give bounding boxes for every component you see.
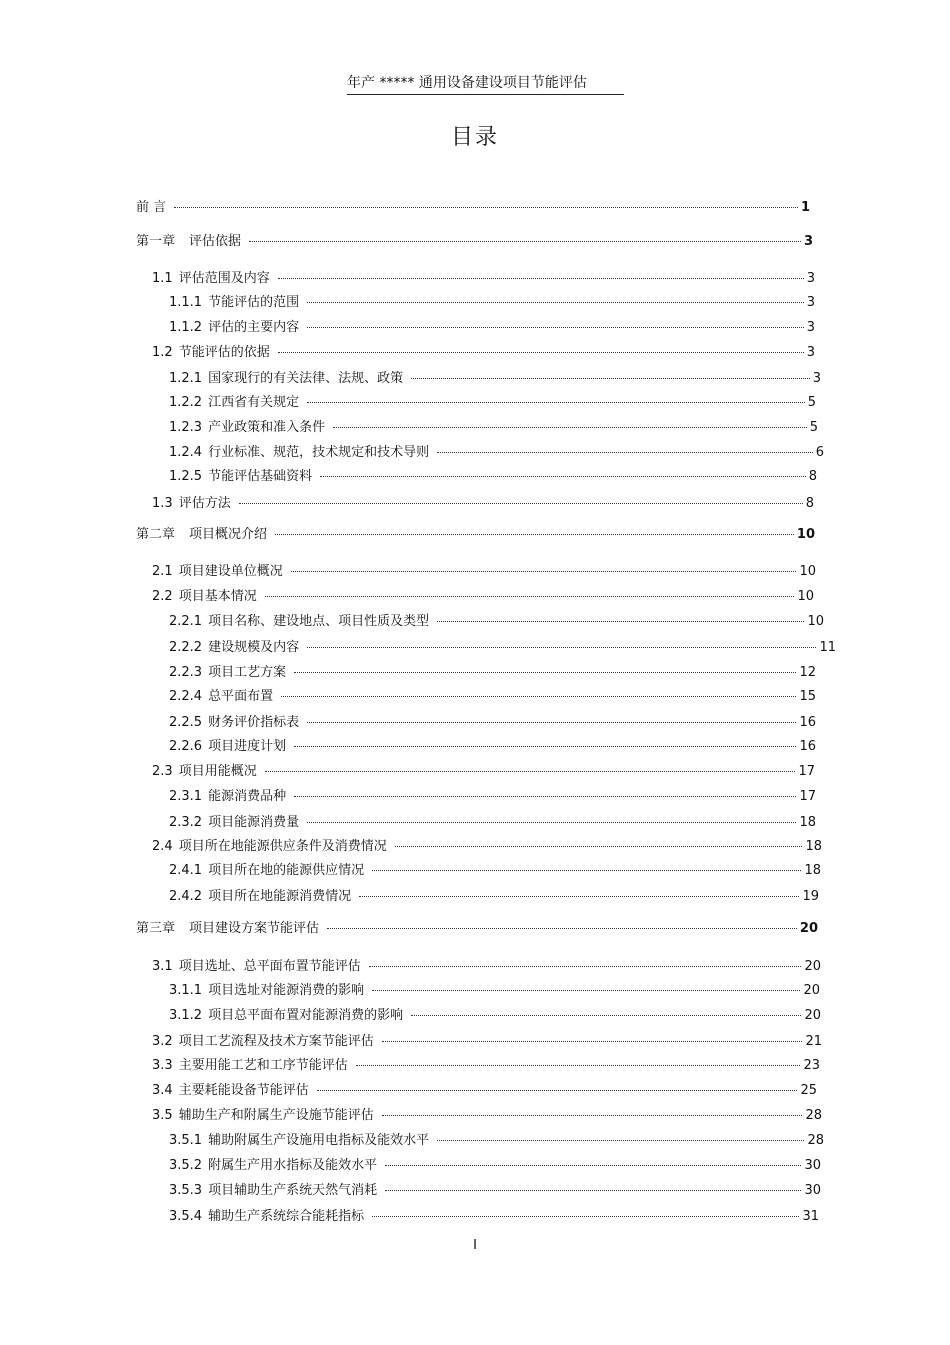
toc-entry-label: 国家现行的有关法律、法规、政策	[208, 371, 404, 386]
toc-entry-page: 10	[796, 527, 815, 542]
toc-dot-leader	[239, 503, 803, 504]
toc-entry-number: 3.5	[152, 1108, 173, 1123]
toc-entry-label: 项目选址、总平面布置节能评估	[178, 959, 361, 974]
toc-entry[interactable]	[169, 320, 815, 336]
toc-dot-leader	[281, 696, 796, 697]
toc-entry-label: 项目辅助生产系统天然气消耗	[208, 1183, 378, 1198]
toc-dot-leader	[382, 1115, 803, 1116]
toc-entry-page: 18	[799, 815, 816, 830]
toc-entry-label: 产业政策和准入条件	[208, 420, 326, 435]
toc-entry-number: 1.2.3	[169, 420, 203, 435]
toc-entry-label: 评估依据	[189, 234, 242, 249]
toc-entry[interactable]	[152, 589, 814, 605]
page-number: I	[473, 1238, 477, 1253]
page-title: 目录	[450, 125, 499, 150]
toc-dot-leader	[437, 621, 804, 622]
toc-entry[interactable]	[169, 640, 836, 656]
toc-entry-page: 31	[802, 1209, 819, 1224]
toc-dot-leader	[294, 796, 796, 797]
toc-entry-number: 1.2.2	[169, 395, 203, 410]
toc-entry-page: 20	[799, 921, 818, 936]
toc-entry-page: 3	[803, 234, 813, 249]
toc-dot-leader	[411, 1015, 801, 1016]
running-header: 年产 ***** 通用设备建设项目节能评估	[347, 72, 624, 95]
toc-entry-number: 3.5.4	[169, 1209, 203, 1224]
toc-dot-leader	[333, 427, 807, 428]
toc-entry-number: 1.2.4	[169, 445, 203, 460]
toc-entry-label: 项目选址对能源消费的影响	[208, 983, 365, 998]
toc-entry-page: 23	[803, 1058, 820, 1073]
toc-entry-label: 江西省有关规定	[208, 395, 300, 410]
toc-entry-label: 项目工艺流程及技术方案节能评估	[178, 1034, 374, 1049]
toc-entry-label: 项目概况介绍	[189, 527, 268, 542]
toc-entry-label: 建设规模及内容	[208, 640, 300, 655]
toc-entry[interactable]	[152, 1083, 817, 1099]
toc-entry-label: 项目所在地能源消费情况	[208, 889, 352, 904]
toc-entry-number: 2.2.5	[169, 715, 203, 730]
toc-entry-page: 1	[800, 200, 810, 215]
toc-entry-number: 3.3	[152, 1058, 173, 1073]
toc-entry-page: 3	[812, 371, 821, 386]
toc-entry-number: 第二章	[136, 527, 176, 542]
toc-entry[interactable]	[169, 469, 817, 485]
toc-entry-page: 6	[815, 445, 824, 460]
toc-entry-number: 2.2.6	[169, 739, 203, 754]
toc-entry[interactable]	[169, 665, 816, 681]
toc-dot-leader	[249, 241, 801, 242]
toc-entry-number: 2.1	[152, 564, 173, 579]
toc-entry-number: 第一章	[136, 234, 176, 249]
toc-entry-number: 2.2	[152, 589, 173, 604]
toc-entry-number: 3.5.2	[169, 1158, 203, 1173]
toc-dot-leader	[369, 966, 802, 967]
toc-entry[interactable]	[169, 983, 820, 999]
toc-entry[interactable]	[152, 1108, 822, 1124]
toc-entry-page: 15	[799, 689, 816, 704]
toc-entry-label: 项目名称、建设地点、项目性质及类型	[208, 614, 430, 629]
toc-entry-number: 第三章	[136, 921, 176, 936]
toc-dot-leader	[385, 1190, 801, 1191]
toc-entry-page: 3	[806, 345, 815, 360]
toc-entry-number: 2.2.4	[169, 689, 203, 704]
toc-entry-page: 19	[802, 889, 819, 904]
toc-entry-number: 2.4.2	[169, 889, 203, 904]
toc-entry-label: 项目所在地能源供应条件及消费情况	[178, 839, 387, 854]
toc-entry[interactable]	[152, 564, 816, 580]
toc-entry[interactable]	[169, 395, 816, 411]
toc-entry-page: 21	[805, 1034, 822, 1049]
toc-entry-page: 10	[799, 564, 816, 579]
toc-entry-page: 25	[800, 1083, 817, 1098]
toc-dot-leader	[307, 327, 804, 328]
toc-entry-label: 项目进度计划	[208, 739, 287, 754]
toc-dot-leader	[265, 771, 796, 772]
toc-entry-label: 项目能源消费量	[208, 815, 300, 830]
toc-dot-leader	[307, 647, 816, 648]
toc-entry[interactable]	[152, 271, 815, 287]
toc-entry[interactable]	[169, 789, 816, 805]
toc-entry-page: 8	[805, 496, 814, 511]
toc-entry-number: 2.4	[152, 839, 173, 854]
toc-dot-leader	[437, 1140, 804, 1141]
toc-entry-page: 10	[797, 589, 814, 604]
toc-entry[interactable]	[169, 295, 815, 311]
toc-entry-page: 28	[807, 1133, 824, 1148]
toc-entry-label: 项目建设方案节能评估	[189, 921, 320, 936]
toc-entry[interactable]	[169, 445, 824, 461]
toc-entry-page: 30	[804, 1183, 821, 1198]
toc-entry-page: 18	[805, 839, 822, 854]
toc-entry[interactable]	[152, 764, 815, 780]
toc-entry-page: 20	[803, 983, 820, 998]
toc-entry-label: 附属生产用水指标及能效水平	[208, 1158, 378, 1173]
toc-entry-number: 1.2.5	[169, 469, 203, 484]
toc-entry[interactable]	[152, 959, 821, 975]
toc-entry-page: 5	[807, 395, 816, 410]
toc-entry-number: 3.5.3	[169, 1183, 203, 1198]
toc-dot-leader	[356, 1065, 801, 1066]
toc-entry-label: 能源消费品种	[208, 789, 287, 804]
toc-dot-leader	[174, 207, 798, 208]
toc-entry-number: 2.2.2	[169, 640, 203, 655]
toc-dot-leader	[275, 534, 794, 535]
toc-entry-number: 1.3	[152, 496, 173, 511]
toc-entry[interactable]	[136, 234, 813, 250]
toc-entry-number: 2.3.2	[169, 815, 203, 830]
toc-entry-page: 12	[799, 665, 816, 680]
toc-entry-page: 3	[806, 271, 815, 286]
toc-entry-page: 20	[804, 959, 821, 974]
toc-dot-leader	[411, 378, 810, 379]
toc-entry-label: 项目基本情况	[178, 589, 257, 604]
toc-entry-page: 20	[804, 1008, 821, 1023]
toc-entry-label: 评估范围及内容	[178, 271, 270, 286]
toc-entry[interactable]	[136, 921, 818, 937]
toc-dot-leader	[291, 571, 797, 572]
toc-entry-number: 2.4.1	[169, 863, 203, 878]
toc-entry-number: 1.2.1	[169, 371, 203, 386]
toc-entry-page: 16	[799, 739, 816, 754]
toc-entry-label: 总平面布置	[208, 689, 274, 704]
toc-entry-number: 1.1.2	[169, 320, 203, 335]
toc-dot-leader	[327, 928, 797, 929]
toc-dot-leader	[307, 722, 796, 723]
toc-entry-label: 辅助附属生产设施用电指标及能效水平	[208, 1133, 430, 1148]
toc-entry[interactable]	[152, 345, 815, 361]
toc-dot-leader	[265, 596, 795, 597]
toc-entry[interactable]	[169, 1183, 821, 1199]
toc-entry-page: 5	[809, 420, 818, 435]
toc-entry-label: 节能评估的依据	[178, 345, 270, 360]
toc-dot-leader	[294, 746, 796, 747]
toc-entry[interactable]	[169, 1133, 824, 1149]
toc-entry-number: 3.2	[152, 1034, 173, 1049]
toc-entry-page: 17	[799, 789, 816, 804]
toc-entry-page: 17	[798, 764, 815, 779]
toc-entry-number: 3.1	[152, 959, 173, 974]
toc-dot-leader	[382, 1041, 803, 1042]
toc-entry-number: 3.4	[152, 1083, 173, 1098]
toc-dot-leader	[320, 476, 806, 477]
toc-dot-leader	[317, 1090, 798, 1091]
toc-entry-number: 3.1.2	[169, 1008, 203, 1023]
toc-entry-page: 30	[804, 1158, 821, 1173]
toc-entry-page: 8	[808, 469, 817, 484]
toc-entry-number: 2.2.1	[169, 614, 203, 629]
toc-dot-leader	[307, 822, 796, 823]
toc-entry-page: 11	[819, 640, 836, 655]
toc-entry-label: 项目建设单位概况	[178, 564, 283, 579]
toc-entry[interactable]	[136, 527, 815, 543]
toc-entry-label: 项目所在地的能源供应情况	[208, 863, 365, 878]
toc-entry-number: 1.2	[152, 345, 173, 360]
toc-entry[interactable]	[169, 371, 821, 387]
toc-entry-label: 财务评价指标表	[208, 715, 300, 730]
toc-entry-label: 项目用能概况	[178, 764, 257, 779]
toc-entry-label: 辅助生产和附属生产设施节能评估	[178, 1108, 374, 1123]
toc-entry-label: 项目总平面布置对能源消费的影响	[208, 1008, 404, 1023]
toc-dot-leader	[372, 1216, 799, 1217]
toc-entry[interactable]	[169, 1158, 821, 1174]
toc-entry[interactable]	[152, 496, 814, 512]
toc-dot-leader	[307, 402, 805, 403]
toc-entry[interactable]	[152, 839, 822, 855]
toc-entry-label: 前 言	[136, 200, 167, 215]
toc-entry[interactable]	[169, 863, 821, 879]
toc-dot-leader	[278, 278, 804, 279]
toc-entry-label: 节能评估的范围	[208, 295, 300, 310]
toc-dot-leader	[385, 1165, 801, 1166]
toc-entry-label: 主要用能工艺和工序节能评估	[178, 1058, 348, 1073]
toc-dot-leader	[359, 896, 799, 897]
toc-entry-page: 28	[805, 1108, 822, 1123]
toc-dot-leader	[395, 846, 803, 847]
toc-entry-page: 3	[806, 320, 815, 335]
toc-entry[interactable]	[169, 1008, 821, 1024]
toc-entry[interactable]	[169, 420, 818, 436]
toc-entry[interactable]	[152, 1034, 822, 1050]
toc-dot-leader	[278, 352, 804, 353]
toc-entry-number: 3.1.1	[169, 983, 203, 998]
toc-entry[interactable]	[152, 1058, 820, 1074]
toc-entry[interactable]	[169, 715, 816, 731]
toc-entry-number: 3.5.1	[169, 1133, 203, 1148]
toc-entry-label: 评估的主要内容	[208, 320, 300, 335]
toc-dot-leader	[372, 870, 801, 871]
toc-dot-leader	[372, 990, 800, 991]
toc-entry[interactable]	[136, 200, 810, 216]
toc-entry-number: 2.3.1	[169, 789, 203, 804]
toc-entry[interactable]	[169, 1209, 819, 1225]
toc-entry[interactable]	[169, 689, 816, 705]
toc-entry-page: 10	[807, 614, 824, 629]
toc-entry-label: 评估方法	[178, 496, 231, 511]
toc-entry[interactable]	[169, 815, 816, 831]
toc-dot-leader	[294, 672, 796, 673]
toc-entry-number: 1.1.1	[169, 295, 203, 310]
toc-entry-label: 辅助生产系统综合能耗指标	[208, 1209, 365, 1224]
toc-entry[interactable]	[169, 889, 819, 905]
toc-entry-number: 1.1	[152, 271, 173, 286]
toc-entry-page: 18	[804, 863, 821, 878]
toc-entry-label: 项目工艺方案	[208, 665, 287, 680]
toc-entry-number: 2.3	[152, 764, 173, 779]
toc-dot-leader	[437, 452, 813, 453]
toc-entry[interactable]	[169, 614, 824, 630]
toc-entry-page: 3	[806, 295, 815, 310]
toc-dot-leader	[307, 302, 804, 303]
toc-entry-page: 16	[799, 715, 816, 730]
toc-entry[interactable]	[169, 739, 816, 755]
toc-entry-label: 行业标准、规范，技术规定和技术导则	[208, 445, 430, 460]
toc-entry-label: 主要耗能设备节能评估	[178, 1083, 309, 1098]
toc-entry-label: 节能评估基础资料	[208, 469, 313, 484]
toc-entry-number: 2.2.3	[169, 665, 203, 680]
